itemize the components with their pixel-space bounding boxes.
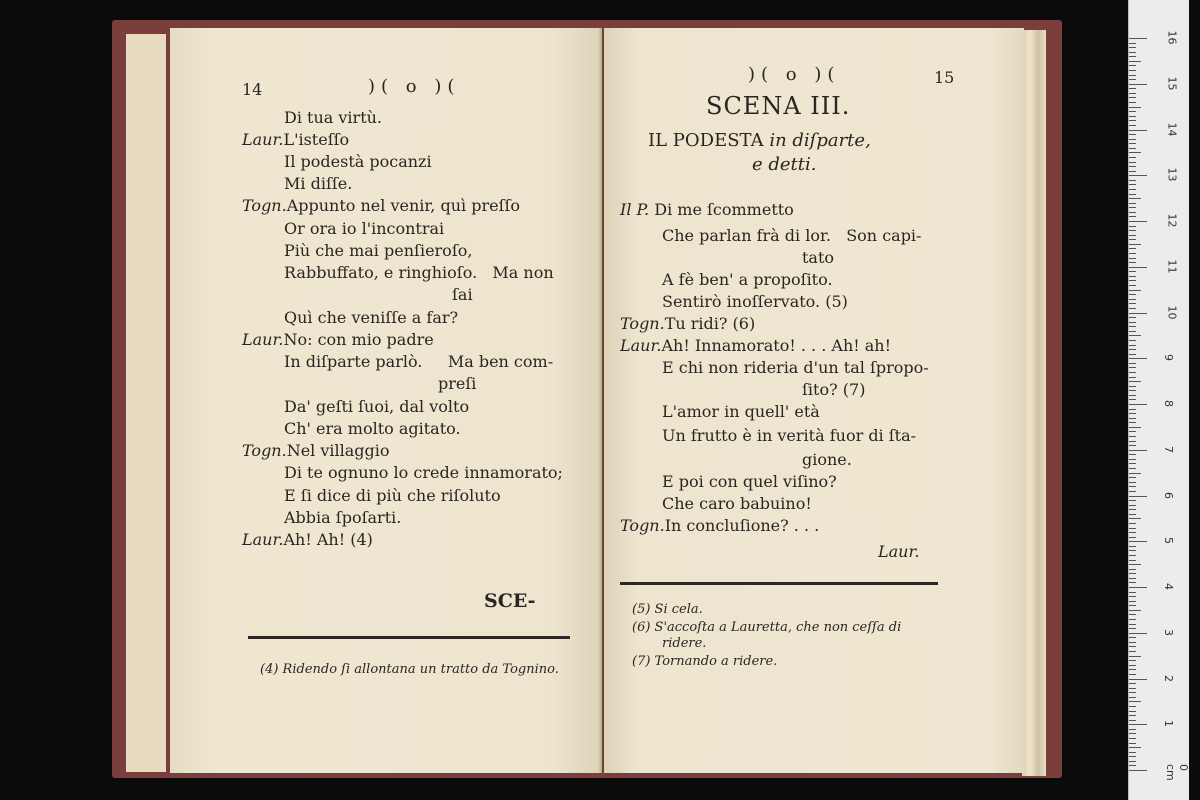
ruler-minor-tick xyxy=(1129,518,1141,519)
ruler-label: 2 xyxy=(1162,674,1175,682)
ruler-minor-tick xyxy=(1129,207,1136,208)
ruler-minor-tick xyxy=(1129,427,1141,428)
ruler-minor-tick xyxy=(1129,560,1136,561)
ruler-minor-tick xyxy=(1129,166,1136,167)
left-page xyxy=(170,28,602,773)
ruler-tick xyxy=(1129,679,1147,680)
text-line: Or ora io l'incontrai xyxy=(284,219,445,238)
ruler-minor-tick xyxy=(1129,555,1136,556)
ruler-minor-tick xyxy=(1129,642,1136,643)
ruler-label: 9 xyxy=(1162,354,1175,362)
ruler-minor-tick xyxy=(1129,345,1136,346)
ruler-minor-tick xyxy=(1129,390,1136,391)
text-line: Togn.Tu ridi? (6) xyxy=(620,314,756,333)
ruler-minor-tick xyxy=(1129,349,1136,350)
ruler-minor-tick xyxy=(1129,61,1141,62)
ruler-minor-tick xyxy=(1129,596,1136,597)
ruler-label: 5 xyxy=(1162,537,1175,545)
speaker-label: Laur. xyxy=(242,130,284,149)
ruler-minor-tick xyxy=(1129,235,1136,236)
ruler-minor-tick xyxy=(1129,743,1136,744)
ruler-label: 14 xyxy=(1165,122,1179,136)
ruler-tick xyxy=(1129,38,1147,39)
ruler-label: 8 xyxy=(1162,400,1175,407)
ruler-minor-tick xyxy=(1129,706,1136,707)
ruler-label: 13 xyxy=(1165,167,1179,182)
ruler-minor-tick xyxy=(1129,65,1136,66)
ruler-minor-tick xyxy=(1129,454,1136,455)
ruler-minor-tick xyxy=(1129,729,1136,730)
ruler-minor-tick xyxy=(1129,564,1141,565)
ruler-minor-tick xyxy=(1129,720,1136,721)
ruler-minor-tick xyxy=(1129,605,1136,606)
ruler-minor-tick xyxy=(1129,550,1136,551)
ruler-minor-tick xyxy=(1129,216,1136,217)
text-line: Che parlan frà di lor. Son capi- xyxy=(662,226,922,245)
footnote: (4) Ridendo ſi allontana un tratto da Tognino. xyxy=(260,662,559,677)
ruler-minor-tick xyxy=(1129,409,1136,410)
text-line: preſi xyxy=(438,374,477,393)
ruler-minor-tick xyxy=(1129,505,1136,506)
ruler-minor-tick xyxy=(1129,75,1136,76)
footnote-rule xyxy=(248,636,570,639)
ruler-minor-tick xyxy=(1129,756,1136,757)
ruler-minor-tick xyxy=(1129,93,1136,94)
ruler-minor-tick xyxy=(1129,528,1136,529)
ornament-icon: )( o )( xyxy=(748,64,841,85)
right-page xyxy=(604,28,1024,773)
ruler-minor-tick xyxy=(1129,326,1136,327)
ruler-tick xyxy=(1129,404,1147,405)
ruler-minor-tick xyxy=(1129,88,1136,89)
ruler-minor-tick xyxy=(1129,624,1136,625)
ruler-minor-tick xyxy=(1129,198,1141,199)
text-line: ſito? (7) xyxy=(802,380,866,399)
ruler-minor-tick xyxy=(1129,441,1136,442)
ruler-minor-tick xyxy=(1129,733,1136,734)
ruler-minor-tick xyxy=(1129,308,1136,309)
ruler-minor-tick xyxy=(1129,97,1136,98)
page-number: 14 xyxy=(242,80,263,99)
scene-subtitle: IL PODESTA in diſparte, xyxy=(648,130,871,151)
text-line: Il P. Di me ſcommetto xyxy=(620,200,794,219)
ruler-minor-tick xyxy=(1129,674,1136,675)
footnote: ridere. xyxy=(662,636,707,651)
ruler-minor-tick xyxy=(1129,468,1136,469)
ruler-tick xyxy=(1129,541,1147,542)
ruler-minor-tick xyxy=(1129,180,1136,181)
ruler-label: 16 xyxy=(1165,30,1179,45)
ruler-minor-tick xyxy=(1129,280,1136,281)
ruler-minor-tick xyxy=(1129,477,1136,478)
ruler-minor-tick xyxy=(1129,226,1136,227)
text-line: A fè ben' a propoſito. xyxy=(662,270,833,289)
ruler-label: 0 cm xyxy=(1164,764,1190,781)
ruler-minor-tick xyxy=(1129,413,1136,414)
text-line: In diſparte parlò. Ma ben com- xyxy=(284,352,554,371)
ruler-minor-tick xyxy=(1129,688,1136,689)
ruler-minor-tick xyxy=(1129,322,1136,323)
text-line: E poi con quel viſino? xyxy=(662,472,837,491)
ruler-minor-tick xyxy=(1129,143,1136,144)
ruler-minor-tick xyxy=(1129,335,1141,336)
ruler-minor-tick xyxy=(1129,761,1136,762)
text-line: Togn.In concluſione? . . . xyxy=(620,516,820,535)
footnote: (6) S'accoſta a Lauretta, che non ceſſa di xyxy=(632,620,902,635)
ruler-label: 12 xyxy=(1165,213,1179,228)
text-line: Che caro babuino! xyxy=(662,494,812,513)
ruler-minor-tick xyxy=(1129,445,1136,446)
footnote: (5) Si cela. xyxy=(632,602,703,617)
text-line: Togn.Nel villaggio xyxy=(242,441,390,460)
ruler-minor-tick xyxy=(1129,669,1136,670)
text-line: Togn.Appunto nel venir, quì preſſo xyxy=(242,196,521,215)
ruler-minor-tick xyxy=(1129,331,1136,332)
ruler-minor-tick xyxy=(1129,285,1136,286)
ruler-minor-tick xyxy=(1129,715,1136,716)
ruler-minor-tick xyxy=(1129,665,1136,666)
text-line: Il podestà pocanzi xyxy=(284,152,432,171)
ruler-minor-tick xyxy=(1129,614,1136,615)
ruler-minor-tick xyxy=(1129,578,1136,579)
text-line: Quì che veniſſe a far? xyxy=(284,308,459,327)
ruler-minor-tick xyxy=(1129,459,1136,460)
speaker-label: Togn. xyxy=(620,314,665,333)
ruler-minor-tick xyxy=(1129,752,1136,753)
page-edges-left xyxy=(126,34,166,772)
ruler-tick xyxy=(1129,130,1147,131)
ruler-minor-tick xyxy=(1129,367,1136,368)
measuring-ruler xyxy=(1128,0,1189,800)
ruler-minor-tick xyxy=(1129,47,1136,48)
text-line: Laur.L'isteſſo xyxy=(242,130,350,149)
catchword: Laur. xyxy=(878,542,920,561)
ruler-minor-tick xyxy=(1129,139,1136,140)
ruler-minor-tick xyxy=(1129,125,1136,126)
ruler-minor-tick xyxy=(1129,697,1136,698)
ruler-minor-tick xyxy=(1129,701,1141,702)
text-line: Un frutto è in verità fuor di ſta- xyxy=(662,426,917,445)
ruler-minor-tick xyxy=(1129,569,1136,570)
speaker-label: Il P. xyxy=(620,200,650,219)
text-line: ſai xyxy=(452,285,473,304)
text-line: Più che mai penſieroſo, xyxy=(284,241,473,260)
ruler-minor-tick xyxy=(1129,573,1136,574)
ruler-minor-tick xyxy=(1129,422,1136,423)
page-edges-right xyxy=(1022,30,1046,776)
text-line: gione. xyxy=(802,450,852,469)
ruler-label: 1 xyxy=(1162,720,1175,728)
ruler-minor-tick xyxy=(1129,532,1136,533)
ruler-minor-tick xyxy=(1129,523,1136,524)
ruler-minor-tick xyxy=(1129,253,1136,254)
ruler-tick xyxy=(1129,313,1147,314)
ruler-minor-tick xyxy=(1129,656,1141,657)
ruler-minor-tick xyxy=(1129,152,1141,153)
ruler-minor-tick xyxy=(1129,418,1136,419)
ruler-label: 7 xyxy=(1162,445,1175,453)
catchword: SCE- xyxy=(484,590,536,612)
text-line: Ch' era molto agitato. xyxy=(284,419,461,438)
ruler-tick xyxy=(1129,587,1147,588)
ruler-minor-tick xyxy=(1129,610,1141,611)
ruler-minor-tick xyxy=(1129,637,1136,638)
ruler-minor-tick xyxy=(1129,592,1136,593)
ruler-minor-tick xyxy=(1129,203,1136,204)
ruler-minor-tick xyxy=(1129,765,1136,766)
ruler-minor-tick xyxy=(1129,399,1136,400)
ruler-label: 15 xyxy=(1165,76,1179,91)
ruler-minor-tick xyxy=(1129,184,1136,185)
ruler-minor-tick xyxy=(1129,628,1136,629)
speaker-label: Laur. xyxy=(242,330,284,349)
text-line: Laur.Ah! Ah! (4) xyxy=(242,530,373,549)
ruler-label: 3 xyxy=(1162,628,1175,636)
scene-title: SCENA III. xyxy=(706,92,851,120)
ruler-minor-tick xyxy=(1129,276,1136,277)
ruler-minor-tick xyxy=(1129,212,1136,213)
text-line: E ſi dice di più che riſoluto xyxy=(284,486,501,505)
ruler-minor-tick xyxy=(1129,646,1136,647)
ruler-minor-tick xyxy=(1129,509,1136,510)
ruler-minor-tick xyxy=(1129,711,1136,712)
ruler-minor-tick xyxy=(1129,363,1136,364)
ruler-label: 4 xyxy=(1162,583,1175,590)
ruler-minor-tick xyxy=(1129,171,1136,172)
ruler-minor-tick xyxy=(1129,194,1136,195)
ruler-minor-tick xyxy=(1129,162,1136,163)
text-line: L'amor in quell' età xyxy=(662,402,820,421)
ruler-minor-tick xyxy=(1129,107,1141,108)
ruler-minor-tick xyxy=(1129,239,1136,240)
ruler-tick xyxy=(1129,496,1147,497)
text-line: E chi non rideria d'un tal ſpropo- xyxy=(662,358,929,377)
speaker-label: Togn. xyxy=(242,441,287,460)
speaker-label: Laur. xyxy=(242,530,284,549)
ruler-minor-tick xyxy=(1129,491,1136,492)
ruler-minor-tick xyxy=(1129,354,1136,355)
ruler-minor-tick xyxy=(1129,473,1141,474)
speaker-label: Togn. xyxy=(620,516,665,535)
text-line: Sentirò inoſſervato. (5) xyxy=(662,292,848,311)
ruler-tick xyxy=(1129,770,1147,771)
ruler-minor-tick xyxy=(1129,463,1136,464)
text-line: Di tua virtù. xyxy=(284,108,383,127)
text-line: Laur.Ah! Innamorato! . . . Ah! ah! xyxy=(620,336,892,355)
ruler-minor-tick xyxy=(1129,395,1136,396)
ruler-minor-tick xyxy=(1129,79,1136,80)
ruler-minor-tick xyxy=(1129,738,1136,739)
text-line: Abbia ſpoſarti. xyxy=(284,508,402,527)
ruler-minor-tick xyxy=(1129,340,1136,341)
ruler-minor-tick xyxy=(1129,290,1141,291)
ruler-tick xyxy=(1129,450,1147,451)
ruler-minor-tick xyxy=(1129,431,1136,432)
ruler-minor-tick xyxy=(1129,189,1136,190)
text-line: Laur.No: con mio padre xyxy=(242,330,434,349)
ruler-minor-tick xyxy=(1129,258,1136,259)
speaker-label: Laur. xyxy=(620,336,662,355)
ruler-minor-tick xyxy=(1129,377,1136,378)
scene-subtitle-2: e detti. xyxy=(752,154,817,175)
page-number: 15 xyxy=(934,68,955,87)
footnote: (7) Tornando a ridere. xyxy=(632,654,778,669)
ruler-minor-tick xyxy=(1129,52,1136,53)
ruler-minor-tick xyxy=(1129,372,1136,373)
ruler-minor-tick xyxy=(1129,248,1136,249)
text-line: Mi diſſe. xyxy=(284,174,353,193)
ruler-minor-tick xyxy=(1129,747,1141,748)
ruler-tick xyxy=(1129,175,1147,176)
ruler-minor-tick xyxy=(1129,514,1136,515)
speaker-label: Togn. xyxy=(242,196,287,215)
ruler-minor-tick xyxy=(1129,56,1136,57)
ruler-minor-tick xyxy=(1129,148,1136,149)
ruler-minor-tick xyxy=(1129,120,1136,121)
ruler-minor-tick xyxy=(1129,381,1141,382)
ruler-tick xyxy=(1129,221,1147,222)
ruler-minor-tick xyxy=(1129,482,1136,483)
text-line: Rabbuffato, e ringhioſo. Ma non xyxy=(284,263,554,282)
ruler-minor-tick xyxy=(1129,386,1136,387)
ruler-tick xyxy=(1129,724,1147,725)
ruler-minor-tick xyxy=(1129,692,1136,693)
ruler-minor-tick xyxy=(1129,651,1136,652)
ruler-minor-tick xyxy=(1129,157,1136,158)
text-line: Da' geſti ſuoi, dal volto xyxy=(284,397,470,416)
ruler-minor-tick xyxy=(1129,111,1136,112)
ruler-minor-tick xyxy=(1129,601,1136,602)
ruler-minor-tick xyxy=(1129,537,1136,538)
ruler-minor-tick xyxy=(1129,43,1136,44)
ruler-minor-tick xyxy=(1129,70,1136,71)
ruler-minor-tick xyxy=(1129,683,1136,684)
ruler-tick xyxy=(1129,358,1147,359)
ruler-tick xyxy=(1129,84,1147,85)
ruler-minor-tick xyxy=(1129,317,1136,318)
text-line: tato xyxy=(802,248,835,267)
ruler-minor-tick xyxy=(1129,582,1136,583)
ruler-label: 10 xyxy=(1165,305,1179,319)
ruler-minor-tick xyxy=(1129,262,1136,263)
ruler-minor-tick xyxy=(1129,271,1136,272)
ruler-minor-tick xyxy=(1129,134,1136,135)
ornament-icon: )( o )( xyxy=(368,76,461,97)
footnote-rule xyxy=(620,582,938,585)
ruler-minor-tick xyxy=(1129,102,1136,103)
ruler-minor-tick xyxy=(1129,546,1136,547)
ruler-tick xyxy=(1129,633,1147,634)
text-line: Di te ognuno lo crede innamorato; xyxy=(284,463,563,482)
ruler-minor-tick xyxy=(1129,660,1136,661)
ruler-tick xyxy=(1129,267,1147,268)
ruler-minor-tick xyxy=(1129,619,1136,620)
ruler-minor-tick xyxy=(1129,303,1136,304)
ruler-minor-tick xyxy=(1129,436,1136,437)
ruler-minor-tick xyxy=(1129,294,1136,295)
ruler-minor-tick xyxy=(1129,299,1136,300)
ruler-minor-tick xyxy=(1129,486,1136,487)
ruler-minor-tick xyxy=(1129,244,1141,245)
ruler-label: 6 xyxy=(1162,491,1175,499)
ruler-minor-tick xyxy=(1129,500,1136,501)
ruler-minor-tick xyxy=(1129,230,1136,231)
ruler-label: 11 xyxy=(1165,259,1179,274)
ruler-minor-tick xyxy=(1129,116,1136,117)
